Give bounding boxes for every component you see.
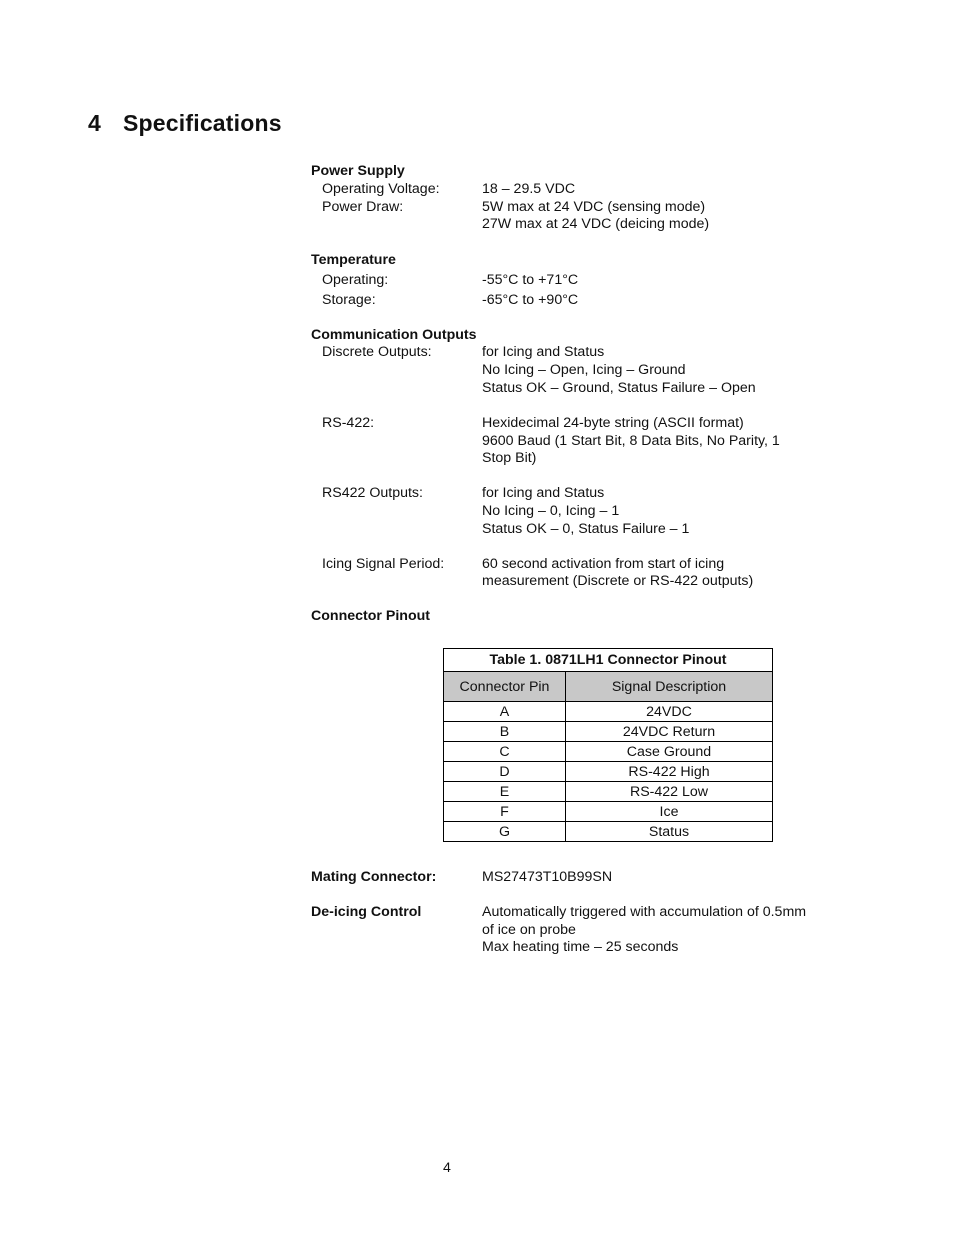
operating-temp-value: -55°C to +71°C: [482, 271, 579, 288]
deicing-control-value: [482, 904, 811, 957]
rs422-outputs-row: [311, 485, 811, 538]
rs422-outputs-line: for Icing and Status: [482, 485, 605, 502]
storage-temp-value: -65°C to +90°C: [482, 291, 579, 308]
specifications-content: [311, 163, 811, 626]
rs422-line: Hexidecimal 24-byte string (ASCII format): [482, 414, 744, 431]
deicing-control-label: De-icing Control: [311, 903, 422, 920]
power-draw-line: 27W max at 24 VDC (deicing mode): [482, 216, 710, 233]
power-draw-line: 5W max at 24 VDC (sensing mode): [482, 198, 706, 215]
signal-cell: Case Ground: [566, 742, 773, 762]
rs422-outputs-line: Status OK – 0, Status Failure – 1: [482, 520, 690, 537]
rs422-value: [482, 415, 811, 468]
section-number: 4: [88, 110, 101, 136]
section-heading: [88, 110, 282, 137]
rs422-label: RS-422:: [322, 414, 375, 431]
table-row: [444, 762, 773, 782]
discrete-outputs-row: [311, 344, 811, 397]
rs422-row: [311, 415, 811, 468]
power-draw-value: [482, 199, 811, 235]
table-row: [444, 782, 773, 802]
rs422-outputs-line: No Icing – 0, Icing – 1: [482, 502, 620, 519]
pin-cell: G: [444, 822, 566, 842]
power-draw-label: Power Draw:: [322, 198, 404, 215]
table-row: [444, 822, 773, 842]
discrete-outputs-label: Discrete Outputs:: [322, 344, 432, 361]
table-row: [444, 742, 773, 762]
mating-connector-row: [311, 869, 811, 887]
pin-cell: D: [444, 762, 566, 782]
icing-period-value: 60 second activation from start of icing measurement (Discrete or RS-422 outputs): [482, 555, 754, 590]
pin-cell: E: [444, 782, 566, 802]
operating-voltage-row: [311, 181, 811, 199]
storage-temp-row: [311, 292, 811, 310]
icing-period-row: [311, 556, 811, 592]
table-caption: Table 1. 0871LH1 Connector Pinout: [444, 649, 773, 672]
mating-connector-value: MS27473T10B99SN: [482, 869, 613, 885]
connector-pinout-table: [443, 648, 773, 842]
operating-temp-label: Operating:: [322, 271, 389, 288]
discrete-outputs-line: for Icing and Status: [482, 344, 605, 361]
temperature-title: Temperature: [311, 252, 396, 269]
page-number: 4: [443, 1160, 451, 1176]
rs422-outputs-label: RS422 Outputs:: [322, 485, 423, 502]
pin-cell: C: [444, 742, 566, 762]
discrete-outputs-line: Status OK – Ground, Status Failure – Open: [482, 379, 756, 396]
signal-cell: Ice: [566, 802, 773, 822]
section-title: Specifications: [123, 110, 282, 136]
rs422-outputs-value: [482, 485, 811, 538]
signal-cell: RS-422 Low: [566, 782, 773, 802]
icing-period-label: Icing Signal Period:: [322, 555, 445, 572]
connector-details: [311, 869, 811, 957]
power-draw-row: [311, 199, 811, 235]
storage-temp-label: Storage:: [322, 291, 376, 308]
operating-voltage-value: 18 – 29.5 VDC: [482, 180, 576, 197]
operating-voltage-label: Operating Voltage:: [322, 180, 440, 197]
column-header-signal: Signal Description: [566, 672, 773, 702]
pin-cell: F: [444, 802, 566, 822]
power-supply-title: Power Supply: [311, 163, 405, 179]
operating-temp-row: [311, 272, 811, 290]
column-header-pin: Connector Pin: [444, 672, 566, 702]
table-row: [444, 722, 773, 742]
pin-cell: B: [444, 722, 566, 742]
discrete-outputs-value: [482, 344, 811, 397]
signal-cell: 24VDC Return: [566, 722, 773, 742]
pin-cell: A: [444, 702, 566, 722]
table-row: [444, 802, 773, 822]
comm-outputs-title: Communication Outputs: [311, 326, 477, 343]
deicing-control-row: [311, 904, 811, 957]
connector-pinout-title: Connector Pinout: [311, 608, 431, 625]
discrete-outputs-line: No Icing – Open, Icing – Ground: [482, 362, 686, 379]
deicing-control-line: Automatically triggered with accumulation of 0.5mm of ice on probe: [482, 903, 807, 938]
signal-cell: 24VDC: [566, 702, 773, 722]
mating-connector-label: Mating Connector:: [311, 869, 437, 885]
rs422-line: 9600 Baud (1 Start Bit, 8 Data Bits, No Parity, 1 Stop Bit): [482, 432, 780, 467]
table-row: [444, 702, 773, 722]
signal-cell: Status: [566, 822, 773, 842]
signal-cell: RS-422 High: [566, 762, 773, 782]
deicing-control-line: Max heating time – 25 seconds: [482, 939, 679, 956]
